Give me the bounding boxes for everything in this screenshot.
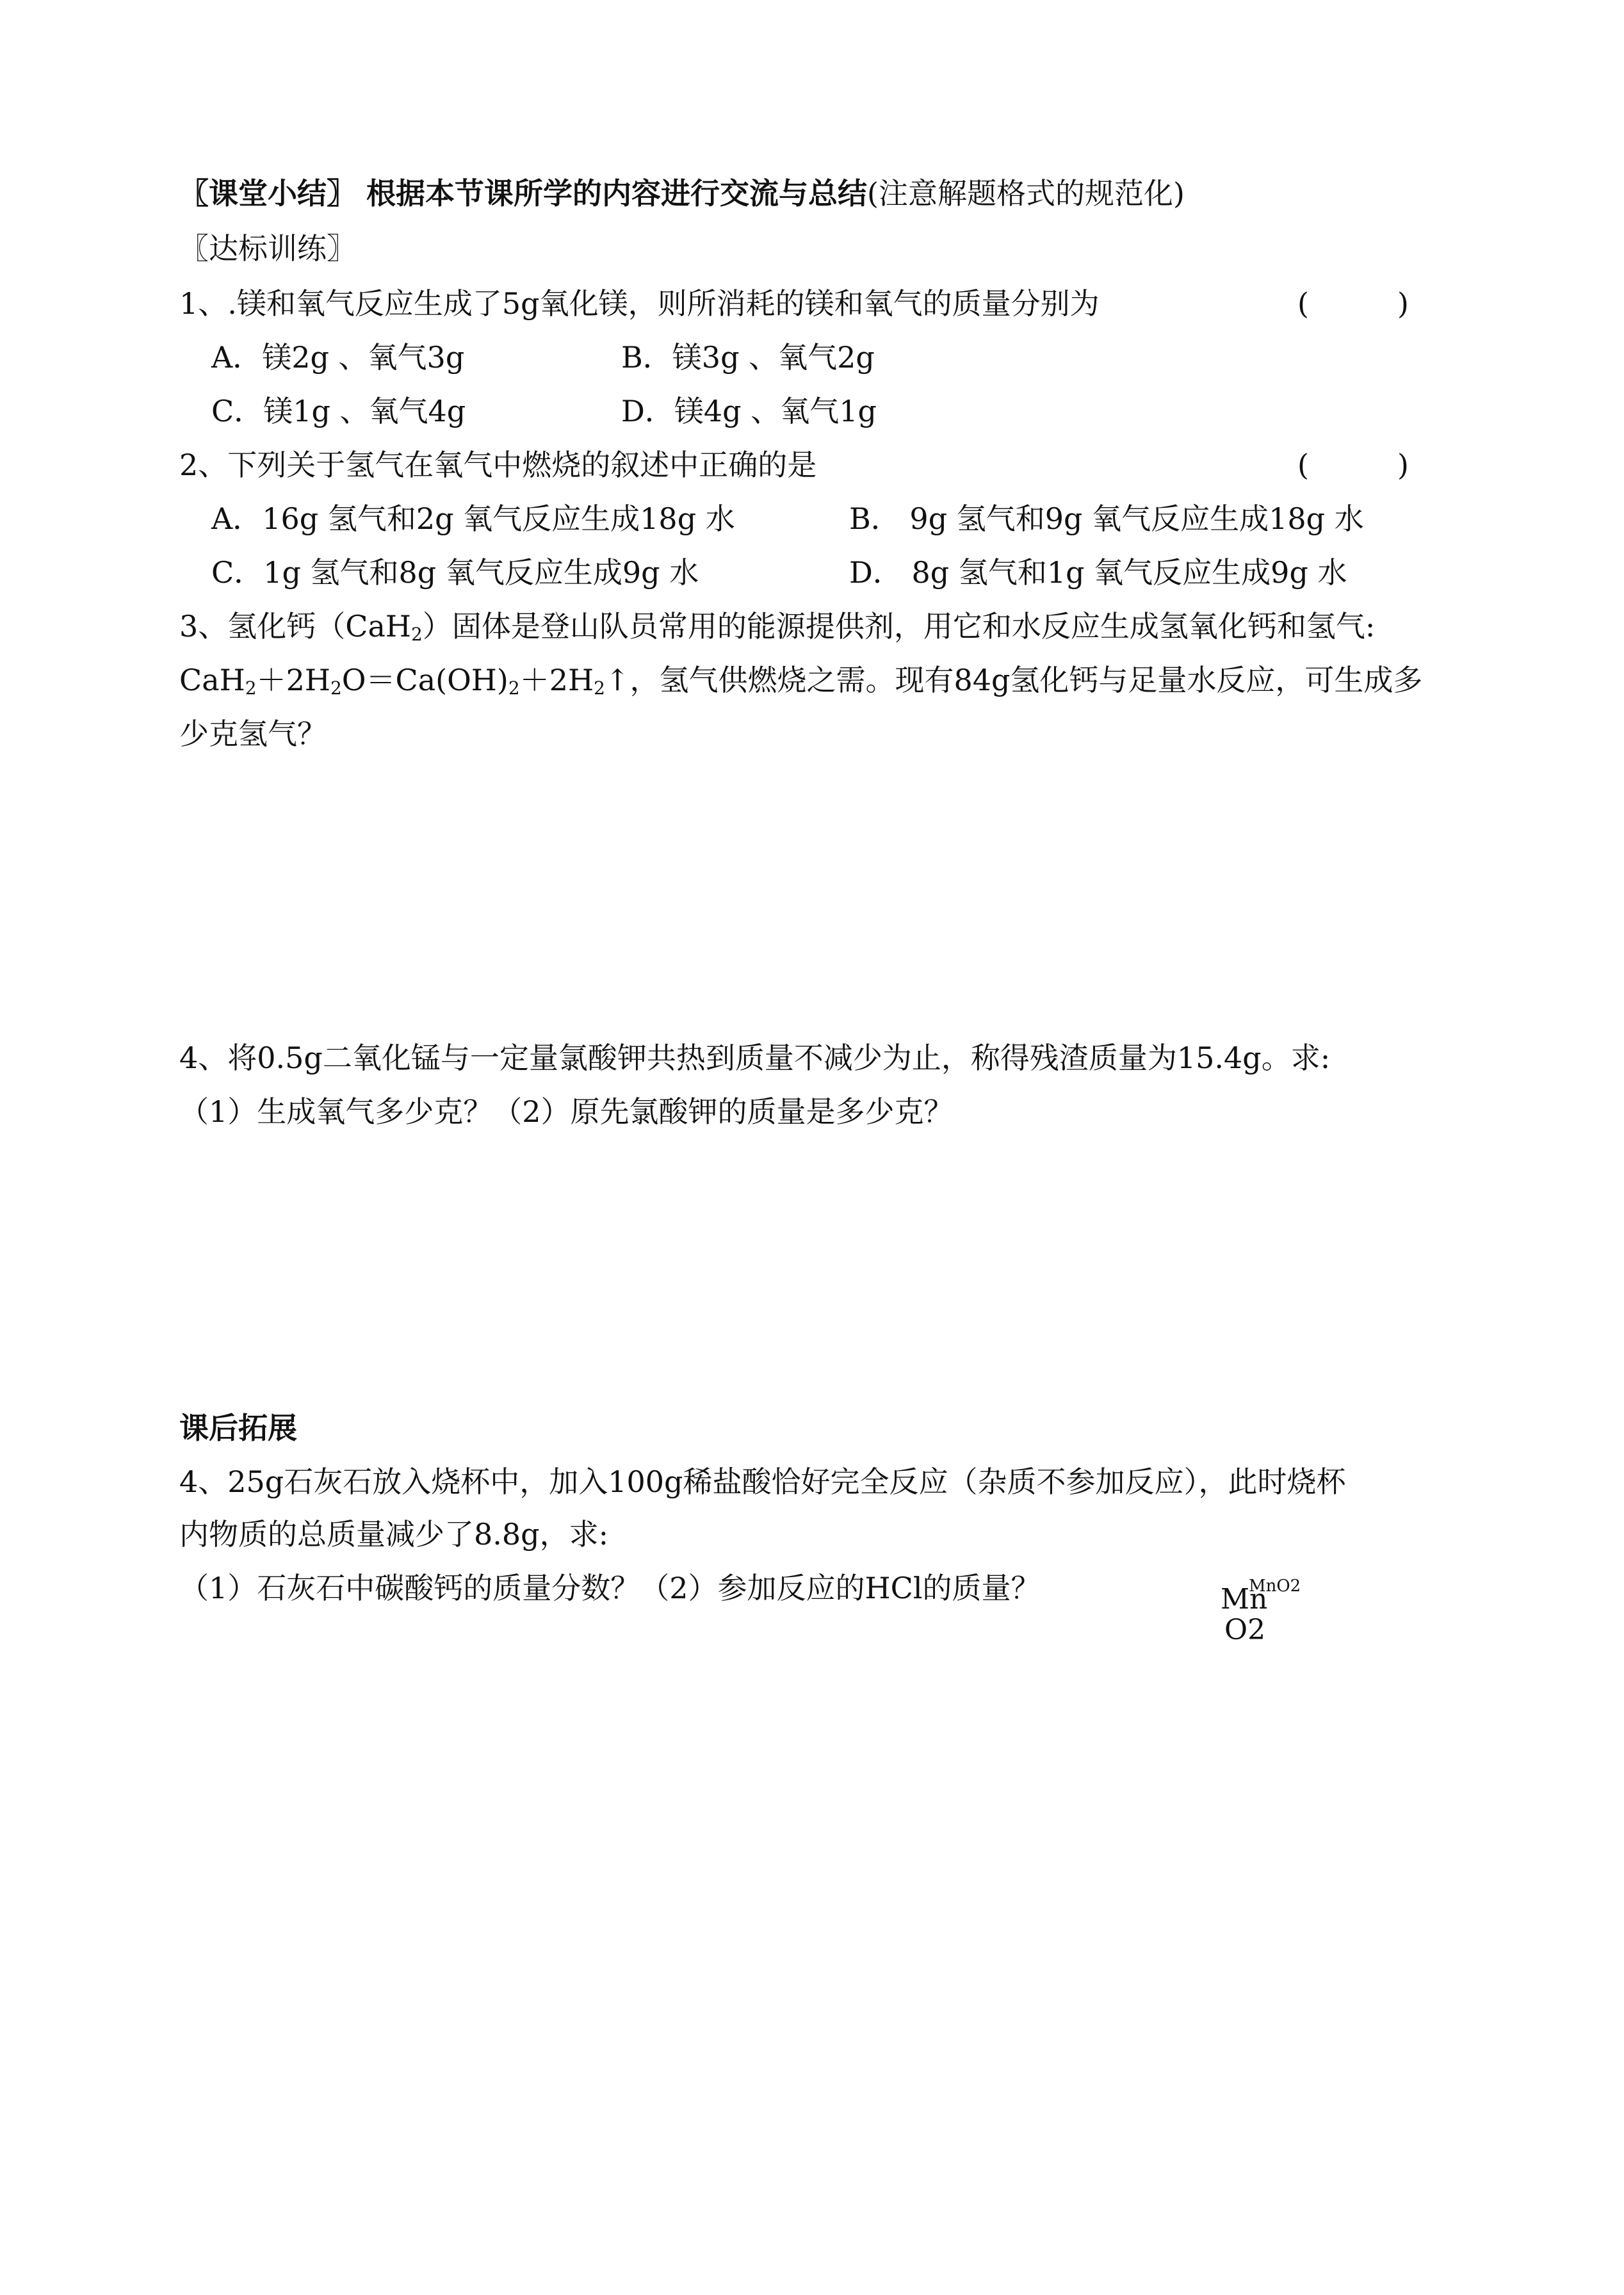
training-title: 〖达标训练〗 [179, 231, 356, 266]
mno2-fragment-c: O2 [1224, 1614, 1266, 1646]
chemical-equation: $CaH_2+2H_2O=Ca(OH)_2+2H_2$ [179, 663, 605, 699]
summary-note: (注意解题格式的规范化) [867, 176, 1185, 211]
q1-option-c: C．镁1g 、氧气4g [211, 394, 466, 428]
q3-line-3: 少克氢气？ [179, 717, 327, 751]
q1-option-d: D．镁4g 、氧气1g [621, 394, 877, 428]
mno2-fragment-b: MnO2 [1249, 1577, 1301, 1596]
extension-line-1: 4、25g石灰石放入烧杯中，加入100g稀盐酸恰好完全反应（杂质不参加反应），此时烧杯 [179, 1464, 1346, 1499]
summary-title: 〖课堂小结〗 根据本节课所学的内容进行交流与总结 [179, 176, 868, 211]
q3-equation-line: $CaH_2+2H_2O=Ca(OH)_2+2H_2↑$，氢气供燃烧之需。现有84g氢化钙与足量水反应，可生成多 [179, 663, 1423, 699]
q2-option-b: B． 9g 氢气和9g 氧气反应生成18g 水 [849, 501, 1364, 536]
q3-line-1: 3、氢化钙（CaH$_2$）固体是登山队员常用的能源提供剂，用它和水反应生成氢氧化钙和氢气: [179, 609, 1376, 645]
q1-stem: 1、.镁和氧气反应生成了5g氧化镁，则所消耗的镁和氧气的质量分别为 [179, 286, 1100, 321]
q2-answer-paren: ( ) [1297, 448, 1409, 482]
q2-option-c: C．1g 氢气和8g 氧气反应生成9g 水 [211, 555, 699, 590]
q1-option-b: B．镁3g 、氧气2g [621, 340, 875, 375]
extension-line-3: （1）石灰石中碳酸钙的质量分数？（2）参加反应的HCl的质量？ [179, 1571, 1041, 1605]
mno2-catalyst-fragment [1221, 1569, 1301, 1646]
q2-stem: 2、下列关于氢气在氧气中燃烧的叙述中正确的是 [179, 448, 817, 482]
q4-line-1: 4、将0.5g二氧化锰与一定量氯酸钾共热到质量不减少为止，称得残渣质量为15.4g。求: [179, 1041, 1331, 1075]
q4-line-2: （1）生成氧气多少克？（2）原先氯酸钾的质量是多少克？ [179, 1094, 954, 1129]
q2-option-d: D． 8g 氢气和1g 氧气反应生成9g 水 [849, 555, 1347, 590]
summary-heading [179, 174, 1185, 213]
q1-answer-paren: ( ) [1297, 286, 1409, 321]
extension-title: 课后拓展 [179, 1411, 297, 1445]
mno2-fragment-a: Mn [1221, 1583, 1268, 1616]
q1-option-a: A．镁2g 、氧气3g [211, 340, 465, 375]
q2-option-a: A．16g 氢气和2g 氧气反应生成18g 水 [211, 501, 735, 536]
extension-line-2: 内物质的总质量减少了8.8g，求: [179, 1517, 609, 1552]
